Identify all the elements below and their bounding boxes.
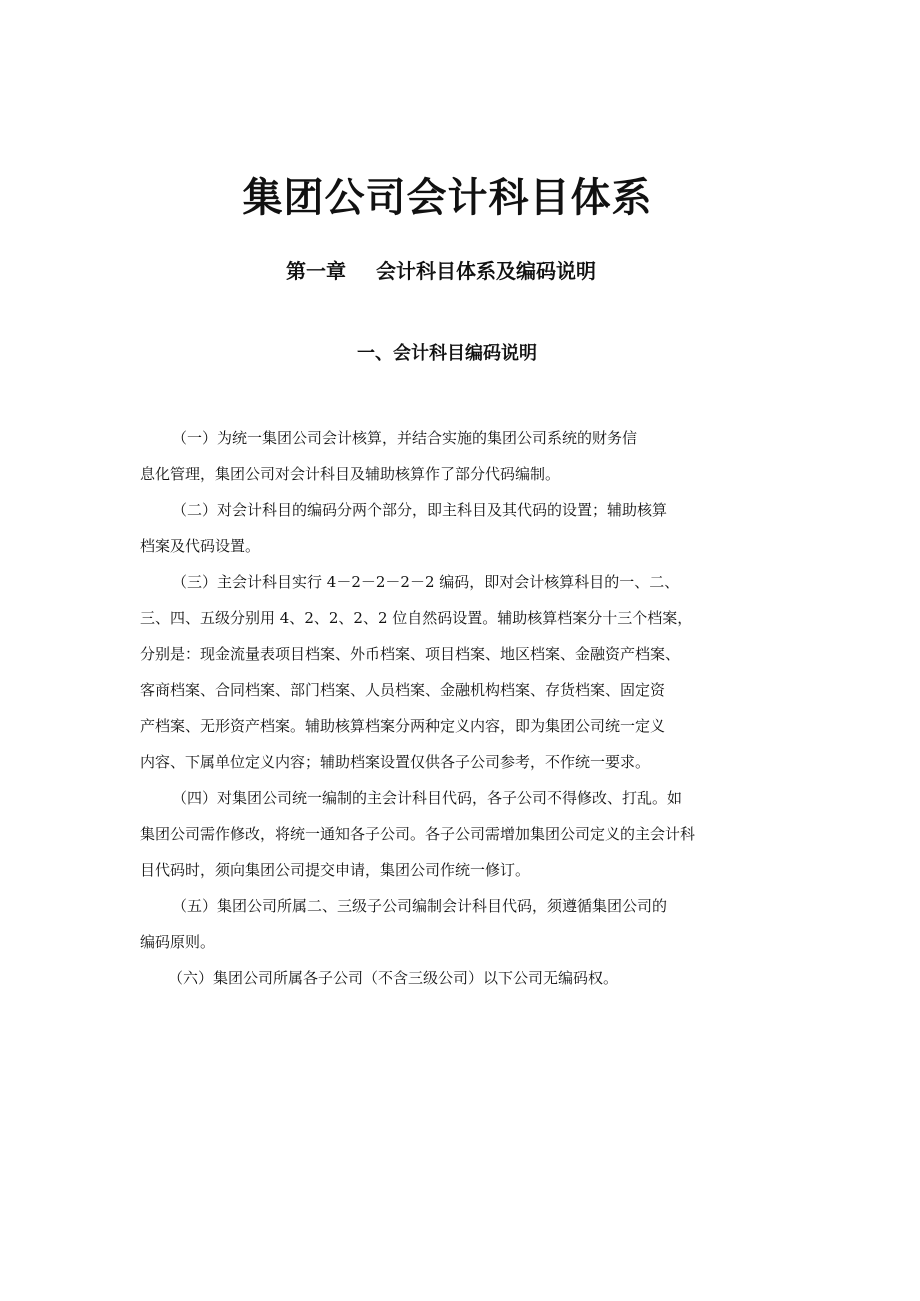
paragraph-4: [140, 780, 760, 888]
document-body: [140, 420, 760, 996]
paragraph-line: 三、四、五级分别用 4、2、2、2、2 位自然码设置。辅助核算档案分十三个档案，: [140, 609, 693, 627]
paragraph-line: 目代码时，须向集团公司提交申请，集团公司作统一修订。: [140, 861, 531, 879]
paragraph-5: [140, 888, 760, 960]
document-title: 集团公司会计科目体系: [242, 175, 653, 221]
paragraph-line: 集团公司需作修改，将统一通知各子公司。各子公司需增加集团公司定义的主会计科: [140, 825, 696, 843]
paragraph-line: 产档案、无形资产档案。辅助核算档案分两种定义内容，即为集团公司统一定义: [140, 717, 666, 735]
chapter-heading: [286, 256, 596, 286]
section-heading: 一、会计科目编码说明: [357, 343, 537, 364]
paragraph-line: 息化管理，集团公司对会计科目及辅助核算作了部分代码编制。: [140, 465, 561, 483]
paragraph-3: [140, 564, 760, 780]
paragraph-6: [140, 960, 760, 996]
paragraph-line: 分别是：现金流量表项目档案、外币档案、项目档案、地区档案、金融资产档案、: [140, 645, 681, 663]
paragraph-line: 客商档案、合同档案、部门档案、人员档案、金融机构档案、存货档案、固定资: [140, 681, 666, 699]
paragraph-line: （三）主会计科目实行 4－2－2－2－2 编码，即对会计核算科目的一、二、: [172, 573, 680, 591]
paragraph-line: 档案及代码设置。: [140, 537, 261, 555]
paragraph-line: 编码原则。: [140, 933, 216, 951]
chapter-number: 第一章: [286, 259, 346, 283]
paragraph-1: [140, 420, 760, 492]
paragraph-line: （五）集团公司所属二、三级子公司编制会计科目代码，须遵循集团公司的: [172, 897, 668, 915]
paragraph-line: （一）为统一集团公司会计核算，并结合实施的集团公司系统的财务信: [172, 429, 638, 447]
paragraph-line: （四）对集团公司统一编制的主会计科目代码，各子公司不得修改、打乱。如: [172, 789, 683, 807]
paragraph-line: （二）对会计科目的编码分两个部分，即主科目及其代码的设置；辅助核算: [172, 501, 668, 519]
paragraph-line: 内容、下属单位定义内容；辅助档案设置仅供各子公司参考，不作统一要求。: [140, 753, 651, 771]
chapter-title: 会计科目体系及编码说明: [376, 259, 596, 283]
paragraph-line: （六）集团公司所属各子公司（不含三级公司）以下公司无编码权。: [168, 969, 619, 987]
paragraph-2: [140, 492, 760, 564]
